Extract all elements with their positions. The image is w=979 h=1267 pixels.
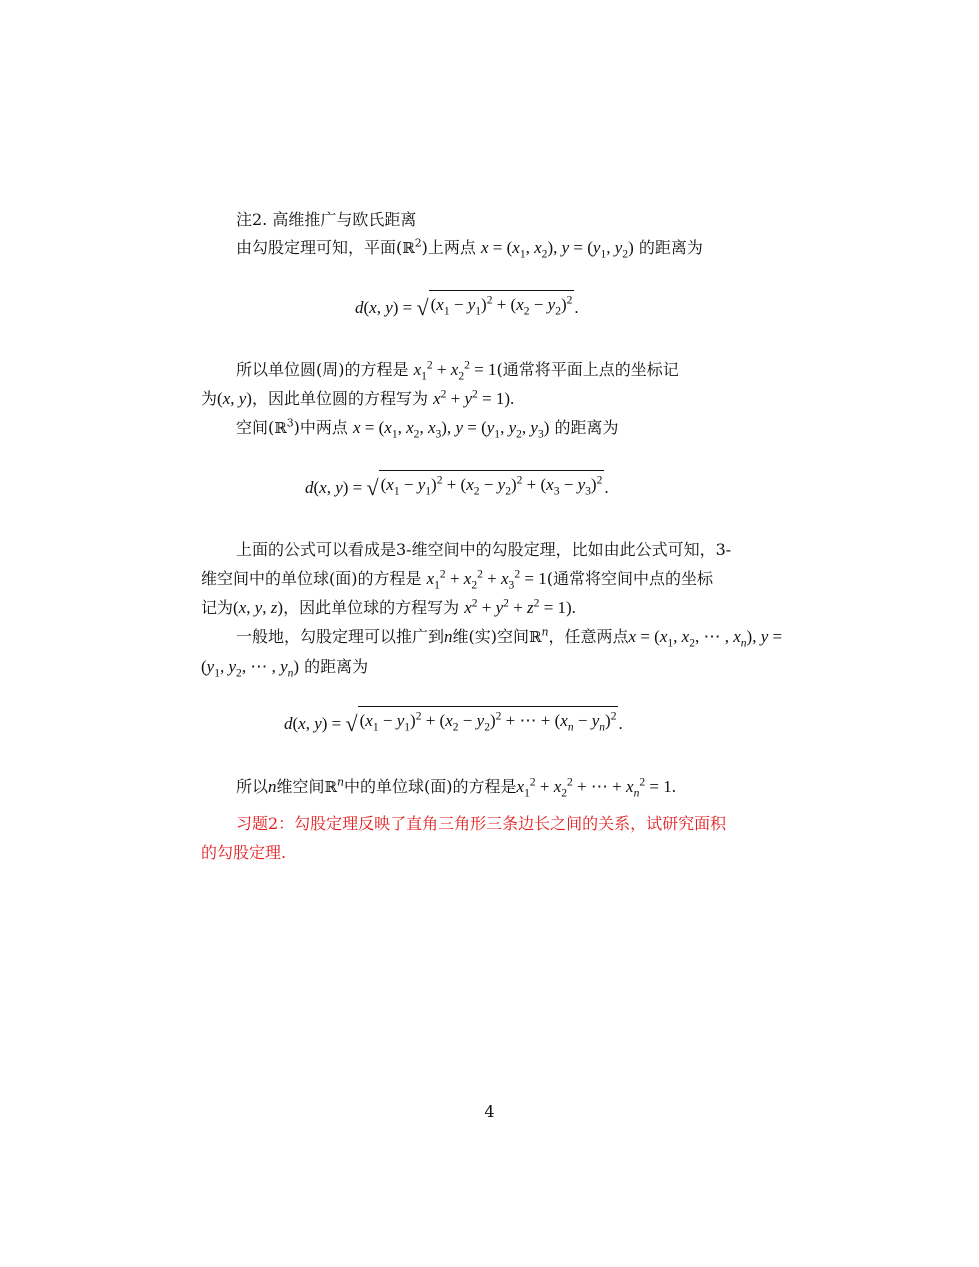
paragraph-unit-circle-line1: 所以单位圆(周)的方程是 $x_1^2 + x_2^2 = 1$(通常将平面上点的坐标记 bbox=[236, 358, 679, 383]
equation-space-distance: d(x, y) = √ $(x_1 - y_1)^2 + (x_2 - y_2)^2 + (x_3 - y_3)^2$ . bbox=[305, 470, 609, 500]
equation-nd-distance: d(x, y) = √ $(x_1 - y_1)^2 + (x_2 - y_2)^2$ + ⋯ + $(x_n - y_n)^2$ . bbox=[284, 706, 623, 736]
paragraph-3d-line3: 记为(x, y, z)，因此单位球的方程写为 $x^2 + y^2 + z^2 = 1$). bbox=[201, 596, 576, 617]
paragraph-3d-line1: 上面的公式可以看成是3-维空间中的勾股定理，比如由此公式可知，3- bbox=[236, 540, 732, 559]
page-number: 4 bbox=[484, 1102, 495, 1121]
paragraph-unit-circle-line2: 为(x, y)，因此单位圆的方程写为 $x^2 + y^2 = 1$). bbox=[201, 387, 515, 408]
exercise-line2: 的勾股定理. bbox=[201, 843, 287, 862]
paragraph-nd-line2: ($y_1$, $y_2$, ⋯ , $y_n$) 的距离为 bbox=[201, 657, 369, 680]
exercise-line1: 习题2：勾股定理反映了直角三角形三条边长之间的关系，试研究面积 bbox=[236, 814, 727, 833]
paragraph-space-distance: 空间(ℝ$^3$)中两点 $x = (x_1$, $x_2$, $x_3$), $y = (y_1$, $y_2$, $y_3$) 的距离为 bbox=[236, 416, 619, 441]
note-heading: 注2. 高维推广与欧氏距离 bbox=[236, 210, 417, 229]
paragraph-nd-unit-sphere: 所以n维空间ℝ$^n$中的单位球(面)的方程是$x_1^2 + x_2^2$ + ⋯ + $x_n^2 = 1$. bbox=[236, 775, 676, 800]
equation-plane-distance: d(x, y) = √ $(x_1 - y_1)^2 + (x_2 - y_2)^2$ . bbox=[355, 290, 579, 320]
paragraph-3d-line2: 维空间中的单位球(面)的方程是 $x_1^2 + x_2^2 + x_3^2 = 1$(通常将空间中点的坐标 bbox=[201, 567, 713, 592]
paragraph-nd-line1: 一般地，勾股定理可以推广到n维(实)空间ℝ$^n$，任意两点$x = (x_1$, $x_2$, ⋯ , $x_n$), y = bbox=[236, 625, 783, 650]
paragraph-plane-distance: 由勾股定理可知，平面(ℝ$^2$)上两点 $x = (x_1$, $x_2$), $y = (y_1$, $y_2$) 的距离为 bbox=[236, 236, 703, 261]
